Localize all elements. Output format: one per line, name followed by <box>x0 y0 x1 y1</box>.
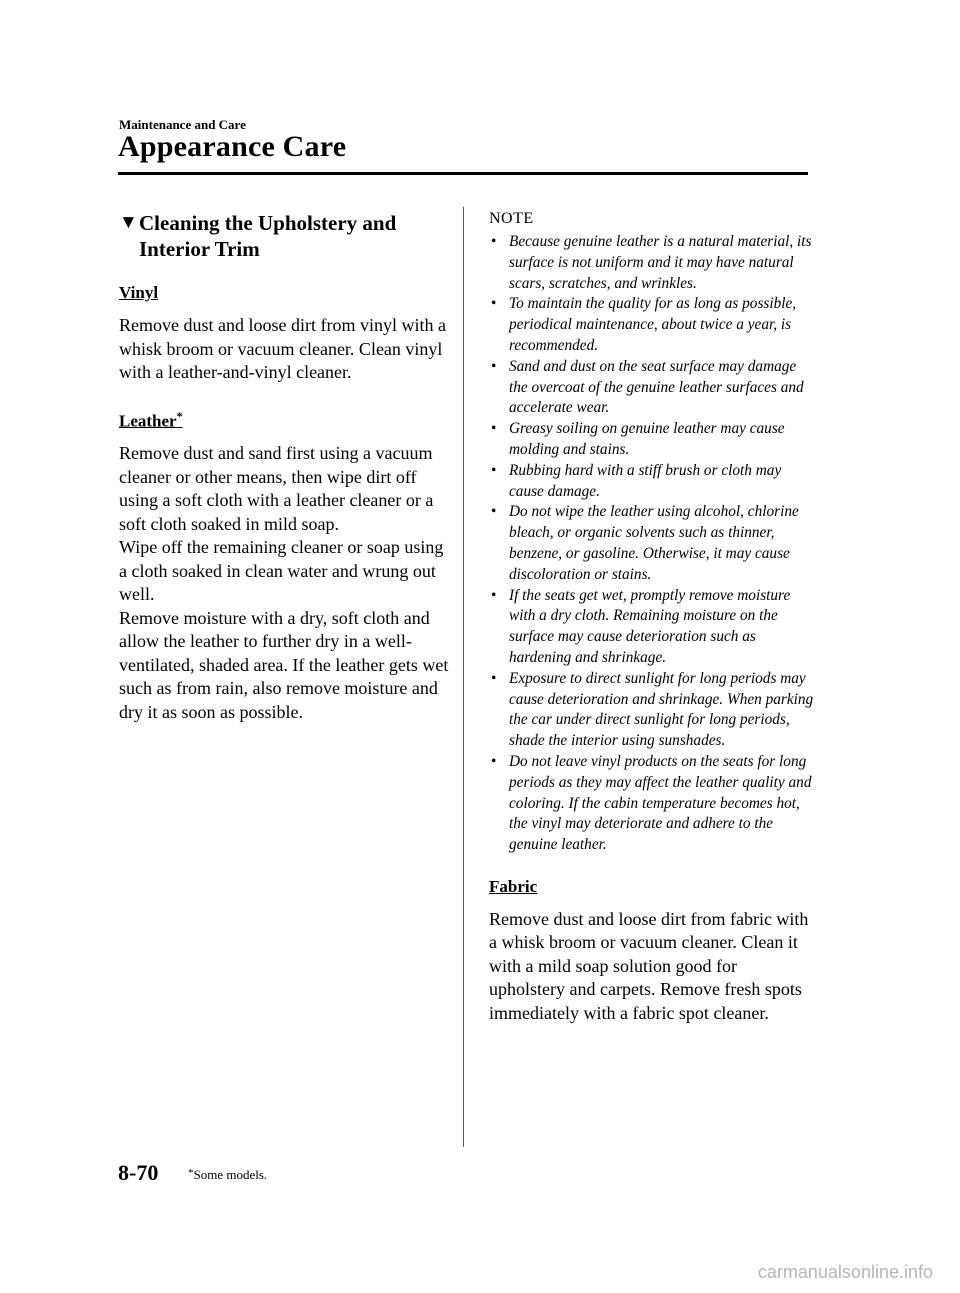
triangle-marker-icon: ▼ <box>119 212 138 233</box>
bullet-icon: • <box>491 752 497 770</box>
bullet-icon: • <box>491 357 497 375</box>
note-item <box>489 461 814 503</box>
right-column <box>489 210 814 1025</box>
leather-heading <box>119 405 449 433</box>
note-item <box>489 419 814 461</box>
footnote-text: Some models. <box>193 1167 268 1182</box>
note-text: To maintain the quality for as long as possible, periodical maintenance, about twice a year, is recommended. <box>509 295 797 354</box>
column-divider <box>463 207 464 1147</box>
note-item <box>489 294 814 356</box>
vinyl-paragraph: Remove dust and loose dirt from vinyl with a whisk broom or vacuum cleaner. Clean vinyl with a leather-and-vinyl cleaner. <box>119 315 446 382</box>
watermark: carmanualsonline.info <box>757 1262 933 1282</box>
fabric-paragraph: Remove dust and loose dirt from fabric with a whisk broom or vacuum cleaner. Clean it with a mild soap solution good for upholstery and carpets. Remove fresh spots immediately with a fabric spot cleaner. <box>489 908 809 1023</box>
note-item <box>489 669 814 752</box>
note-list <box>489 232 814 856</box>
note-text: Rubbing hard with a stiff brush or cloth may cause damage. <box>509 461 782 500</box>
note-text: Greasy soiling on genuine leather may cause molding and stains. <box>509 420 785 458</box>
note-text: If the seats get wet, promptly remove moisture with a dry cloth. Remaining moisture on the surface may cause deterioration such as hardening and shrinkage. <box>509 586 791 666</box>
section-heading-text <box>139 210 396 262</box>
bullet-icon: • <box>491 295 497 313</box>
leather-paragraph-1: Remove dust and sand first using a vacuum cleaner or other means, then wipe dirt off using a soft cloth with a leather cleaner or a soft cloth soaked in mild soap. <box>119 443 434 534</box>
section-heading-line2: Interior Trim <box>139 237 260 261</box>
bullet-icon: • <box>491 669 497 687</box>
note-text: Do not wipe the leather using alcohol, chlorine bleach, or organic solvents such as thinner, benzene, or gasoline. Otherwise, it may cause discoloration or stains. <box>509 503 799 583</box>
note-text: Do not leave vinyl products on the seats for long periods as they may affect the leather quality and coloring. If the cabin temperature becomes hot, the vinyl may deteriorate and adhere to the genuine leather. <box>509 752 812 854</box>
leather-paragraph-2: Wipe off the remaining cleaner or soap using a cloth soaked in clean water and wrung out well. <box>119 537 444 605</box>
note-item <box>489 586 814 669</box>
note-item <box>489 502 814 585</box>
bullet-icon: • <box>491 461 497 479</box>
left-column <box>119 210 449 724</box>
page-number: 8-70 <box>118 1160 159 1185</box>
section-label: Maintenance and Care <box>119 117 246 132</box>
bullet-icon: • <box>491 233 497 250</box>
note-text: Sand and dust on the seat surface may damage the overcoat of the genuine leather surfaces and accelerate wear. <box>509 357 804 417</box>
fabric-heading: Fabric <box>489 876 538 896</box>
bullet-icon: • <box>491 586 497 604</box>
leather-heading-text: Leather <box>119 411 177 431</box>
footnote-star-icon: * <box>188 1167 194 1179</box>
bullet-icon: • <box>491 420 497 438</box>
header-rule <box>118 172 808 175</box>
note-item <box>489 357 814 419</box>
bullet-icon: • <box>491 503 497 521</box>
note-text: Because genuine leather is a natural material, its surface is not uniform and it may have natural scars, scratches, and wrinkles. <box>509 233 812 292</box>
vinyl-heading: Vinyl <box>119 283 159 302</box>
some-models-mark: * <box>176 408 183 423</box>
leather-paragraph-3: Remove moisture with a dry, soft cloth and allow the leather to further dry in a well-ventilated, shaded area. If the leather gets wet such as from rain, also remove moisture and dry it as soon as possible. <box>119 607 449 722</box>
note-item <box>489 752 814 856</box>
note-title: NOTE <box>489 210 534 227</box>
section-heading <box>119 210 449 262</box>
footnote <box>188 1167 267 1183</box>
section-heading-line1: Cleaning the Upholstery and <box>139 211 397 235</box>
note-item <box>489 232 814 294</box>
chapter-title: Appearance Care <box>118 130 347 163</box>
note-text: Exposure to direct sunlight for long periods may cause deterioration and shrinkage. When parking the car under direct sunlight for long periods, shade the interior using sunshades. <box>509 669 814 750</box>
